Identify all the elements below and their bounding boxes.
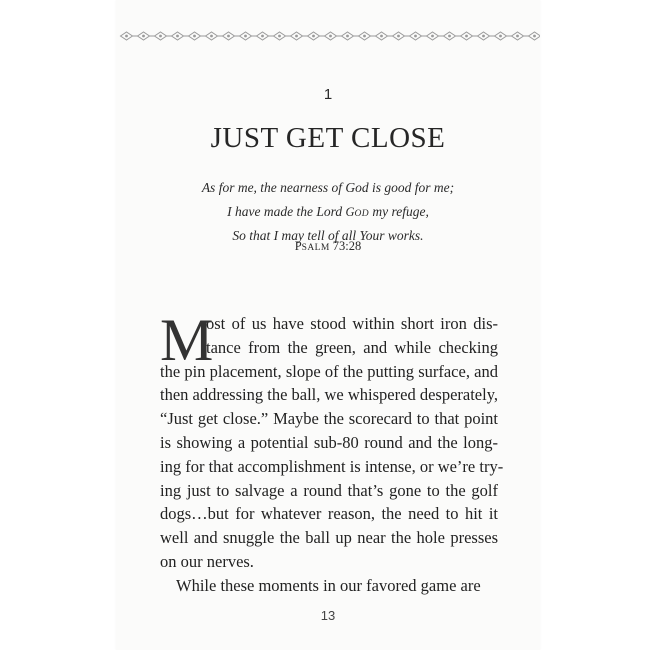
epigraph-line-2 xyxy=(116,200,540,224)
ornament-dot xyxy=(346,35,349,38)
ornament-dot xyxy=(397,35,400,38)
epigraph-line-1: As for me, the nearness of God is good for me; xyxy=(201,180,455,195)
ornament-dot xyxy=(261,35,264,38)
body-line: ost of us have stood within short iron dis- xyxy=(206,314,498,333)
chapter-number: 1 xyxy=(323,86,333,103)
ornament-dot xyxy=(414,35,417,38)
epigraph xyxy=(116,176,540,247)
page-number: 13 xyxy=(320,608,336,623)
ornament-dot xyxy=(516,35,519,38)
ornament-dot xyxy=(499,35,502,38)
body-line: tance from the green, and while checking xyxy=(206,337,498,357)
ornament-dot xyxy=(431,35,434,38)
ornament-dot xyxy=(465,35,468,38)
epigraph-god-initial: G xyxy=(345,204,355,219)
body-line: “Just get close.” Maybe the scorecard to that point xyxy=(160,409,498,429)
ornament-dot xyxy=(482,35,485,38)
body-text xyxy=(160,307,504,598)
epigraph-line-2-after: my refuge, xyxy=(369,203,429,219)
ornament-dot xyxy=(363,35,366,38)
epigraph-line-2-before: I have made the Lord xyxy=(227,203,346,219)
body-line: ing just to salvage a round that’s gone to the golf xyxy=(160,480,498,500)
book-page xyxy=(116,0,540,650)
citation-smallcaps: SALM xyxy=(301,243,330,253)
body-line: the pin placement, slope of the putting surface, and xyxy=(160,361,498,381)
epigraph-god-smallcaps: OD xyxy=(354,208,370,219)
ornament-dot xyxy=(295,35,298,38)
chapter-title: JUST GET CLOSE xyxy=(210,122,446,154)
ornament-dot xyxy=(142,35,145,38)
drop-cap: M xyxy=(160,307,214,373)
citation-reference: 73:28 xyxy=(329,239,362,253)
ornament-dot xyxy=(533,35,536,38)
body-line: is showing a potential sub-80 round and the long- xyxy=(160,432,498,452)
body-line: dogs…but for whatever reason, the need to hit it xyxy=(160,504,498,524)
ornament-dot xyxy=(244,35,247,38)
ornament-dot xyxy=(278,35,281,38)
ornament-dot xyxy=(329,35,332,38)
ornament-dot xyxy=(312,35,315,38)
citation-initial: P xyxy=(294,239,302,253)
body-line: ing for that accomplishment is intense, or we’re try- xyxy=(160,456,504,476)
scripture-citation xyxy=(116,239,540,254)
ornament-dot xyxy=(448,35,451,38)
body-line: well and snuggle the ball up near the hole presses xyxy=(160,528,498,548)
ornament-dot xyxy=(227,35,230,38)
decorative-border-ornament xyxy=(116,27,540,45)
ornament-dot xyxy=(193,35,196,38)
ornament-dot xyxy=(210,35,213,38)
ornament-dot xyxy=(176,35,179,38)
epigraph-line-3: So that I may tell of all Your works. xyxy=(232,227,424,243)
body-line: then addressing the ball, we whispered desperately, xyxy=(160,385,498,405)
ornament-dot xyxy=(159,35,162,38)
ornament-dot xyxy=(380,35,383,38)
body-line: on our nerves. xyxy=(160,551,254,571)
ornament-dot xyxy=(125,35,128,38)
body-line: While these moments in our favored game are xyxy=(176,575,481,595)
